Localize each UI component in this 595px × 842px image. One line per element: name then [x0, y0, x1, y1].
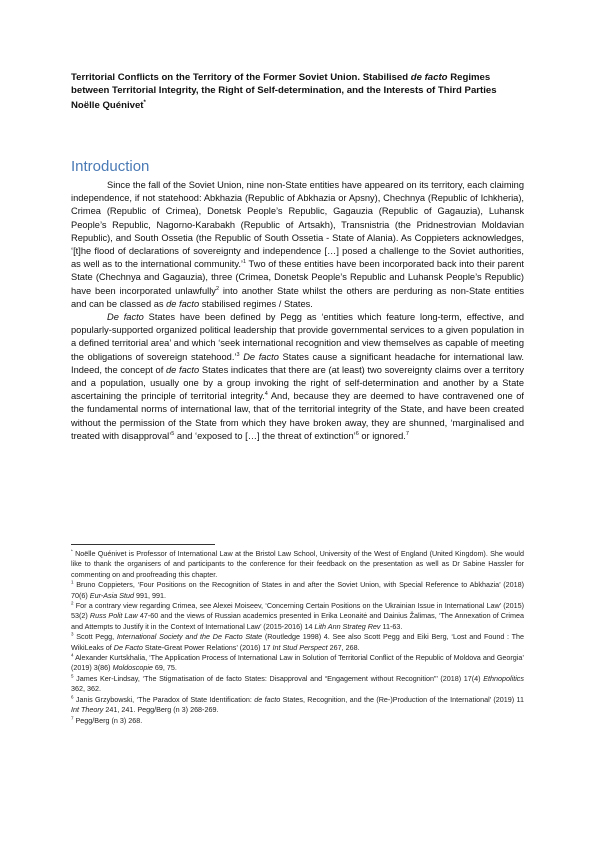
author-name: Noëlle Quénivet* [71, 100, 146, 112]
footnote-1: $^1$ Bruno Coppieters, ‘Four Positions on the Recognition of States in and after the Soviet Union, with Special Reference to Abkhazia’ (2018) 70(6) Eur-Asia Stud 991, 991. [71, 579, 524, 600]
footnote-ref-3[interactable]: 3 [236, 351, 240, 358]
footnote-ref-2[interactable]: 2 [215, 285, 219, 292]
paragraph-1: Since the fall of the Soviet Union, nine non-State entities have appeared on its territory, each claiming independence, if not statehood: Abkhazia (Republic of Abkhazia or Apsny), Chechnya (Republic of Ichkheria), Crimea (Republic of Crimea), Donetsk People’s Republic, Gagauzia (Republic of Gagauzia), Luhansk People’s Republic, Nagorno-Karabakh (Republic of Artsakh), Transnistria (the Pridnestrovian Moldavian Republic), and South Ossetia (the Republic of South Ossetia - State of Alania). As Coppieters acknowledges, ‘[t]he flood of declarations of sovereignty and independence […] posed a challenge to the Soviet authorities, as well as to the international community.’$^1$ Two of these entities have been incorporated back into their parent State (Chechnya and Gagauzia), three (Crimea, Donetsk People’s Republic and Luhansk People’s Republic) have been incorporated unlawfully$^2$ into another State whilst the others are perduring as non-State entities and can be classed as de facto stabilised regimes / States. [71, 180, 524, 309]
footnotes [71, 549, 524, 726]
footnote-ref-5[interactable]: 5 [171, 430, 175, 437]
footnote-separator [71, 544, 215, 545]
footnote-ref-7[interactable]: 7 [405, 430, 409, 437]
footnote-ref-4[interactable]: 4 [264, 391, 268, 398]
paper-title-block [71, 71, 531, 112]
footnote-4: $^4$ Alexander Kurtskhalia, ‘The Application Process of International Law in Solution of Territorial Conflict of the Republic of Moldova and Georgia’ (2019) 3(86) Moldoscopie 69, 75. [71, 652, 524, 673]
footnote-3: $^3$ Scott Pegg, International Society and the De Facto State (Routledge 1998) 4. See also Scott Pegg and Eiki Berg, ‘Lost and Found : The WikiLeaks of De Facto State-Great Power Relations’ (2016) 17 Int Stud Perspect 267, 268. [71, 631, 524, 652]
section-heading: Introduction [71, 158, 150, 175]
paragraph-2: De facto States have been defined by Pegg as ‘entities which feature long-term, effective, and popularly-supported organized political leadership that provide governmental services to a given population in a defined territorial area’ and which ‘seek international recognition and view themselves as capable of meeting the obligations of sovereign statehood.’$^3$ De facto States cause a significant headache for international law. Indeed, the concept of de facto States indicates that there are (at least) two sovereignty claims over a territory and a population, usually one by a group invoking the right of self-determination and another by a State ascertaining the principle of territorial integrity.$^4$ And, because they are deemed to have contravened one of the fundamental norms of international law, that of the territorial integrity of the State, and have been created without the permission of the State from which they have broken away, they are shunned, ‘marginalised and treated with disapproval’$^5$ and ‘exposed to […] the threat of extinction’$^6$ or ignored.$^7$ [71, 312, 525, 441]
footnote-7: $^7$ Pegg/Berg (n 3) 268. [71, 715, 143, 725]
footnote-ref-6[interactable]: 6 [355, 430, 359, 437]
footnote-2: $^2$ For a contrary view regarding Crimea, see Alexei Moiseev, ‘Concerning Certain Positions on the Ukrainian Issue in International Law’ (2015) 53(2) Russ Polit Law 47-60 and the views of Russian academics presented in Erika Leonaitė and Dainius Žalimas, ‘The Annexation of Crimea and Attempts to Justify it in the Context of International Law’ (2015-2016) 14 Lith Ann Strateg Rev 11-63. [71, 600, 524, 631]
footnote-5: $^5$ James Ker-Lindsay, ‘The Stigmatisation of de facto States: Disapproval and “Engagement without Recognition”’ (2018) 17(4) Ethnopolitics 362, 362. [71, 673, 524, 694]
author-footnote-mark[interactable]: * [143, 100, 146, 106]
footnote-6: $^6$ Janis Grzybowski, ‘The Paradox of State Identification: de facto States, Recognition, and the (Re-)Production of the International’ (2019) 11 Int Theory 241, 241. Pegg/Berg (n 3) 268-269. [71, 694, 525, 715]
footnote-ref-1[interactable]: 1 [242, 259, 247, 266]
body-text [71, 179, 524, 443]
footnote-star: * Noëlle Quénivet is Professor of International Law at the Bristol Law School, University of the West of England (United Kingdom). She would like to thank the organisers of and participants to the conference for their feedback on the presentation as well as Dr Sabine Hassler for commenting on and proofreading this chapter. [71, 548, 524, 579]
paper-title: Territorial Conflicts on the Territory of the Former Soviet Union. Stabilised de facto Regimes between Territorial Integrity, the Right of Self-determination, and the Interests of Third Parties [71, 72, 497, 96]
